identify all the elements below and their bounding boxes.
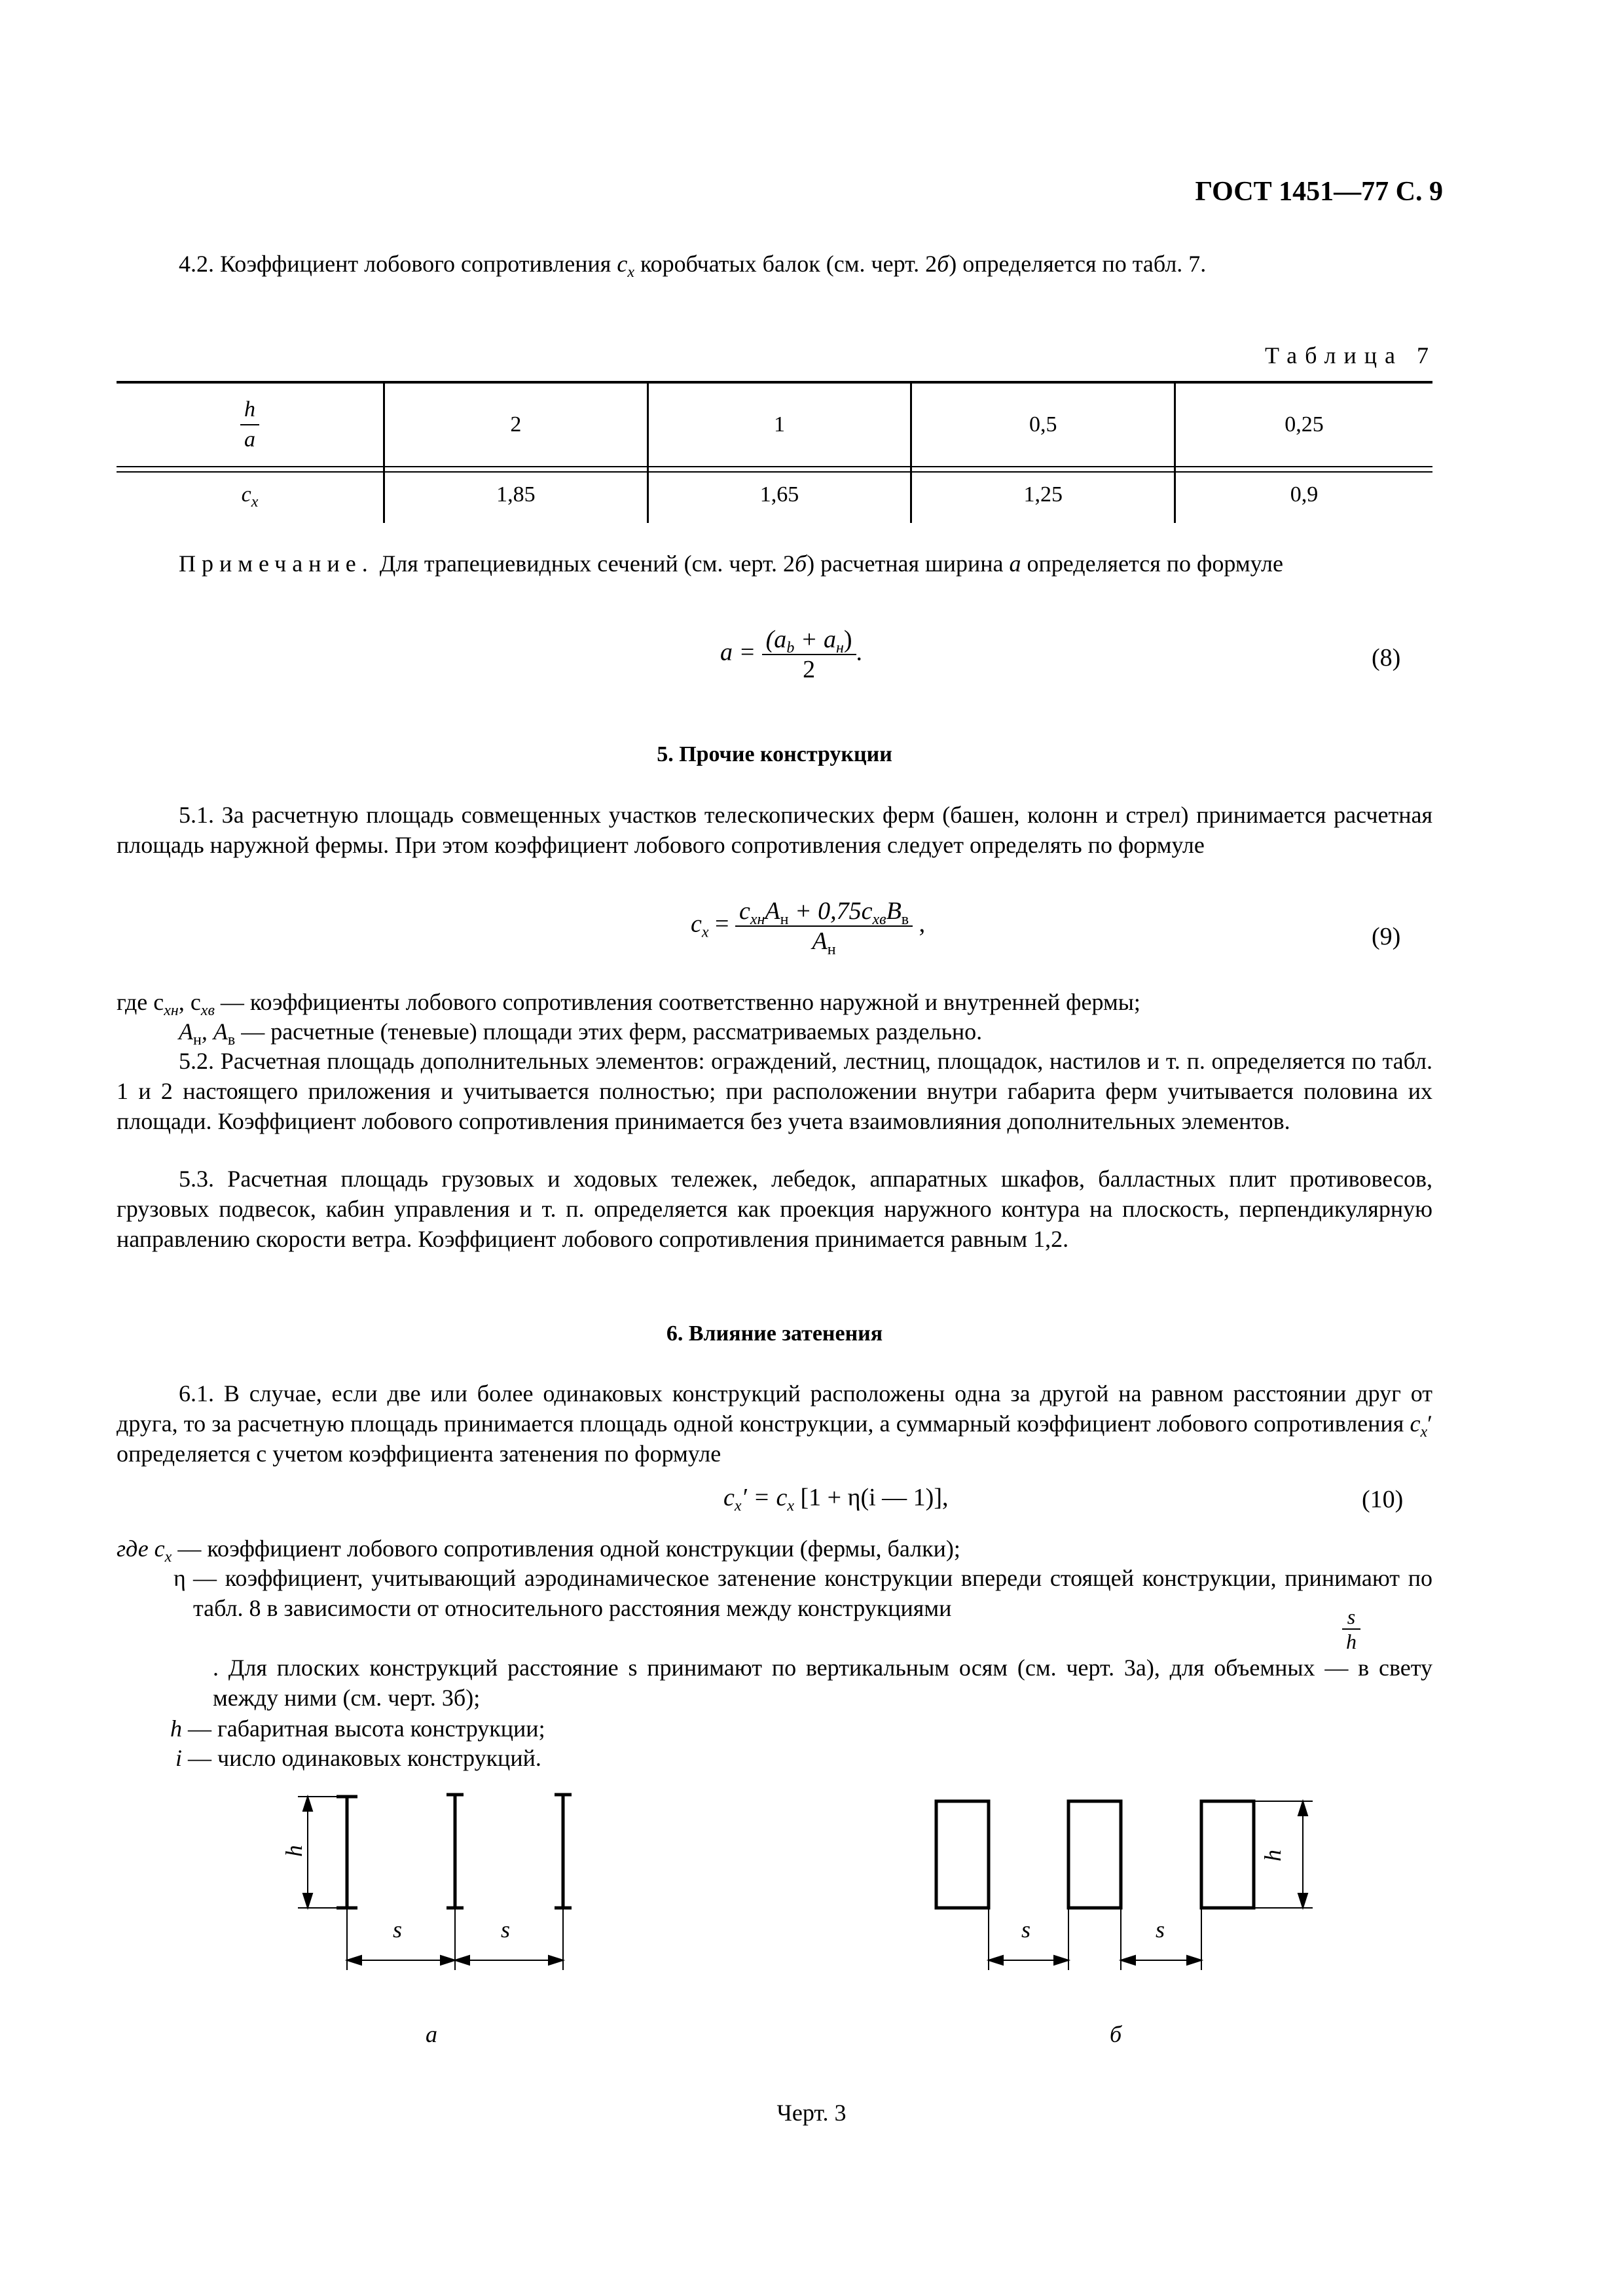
h-den: h [1346, 1630, 1357, 1653]
figure-a-label-h: h [281, 1845, 307, 1857]
figure-3b-dims [989, 1801, 1313, 1970]
f8-num-close: ) [843, 626, 852, 653]
w1-mid: , c [178, 989, 201, 1015]
f9-sub-xv: xв [872, 911, 886, 928]
p42-ital: б [937, 251, 949, 277]
volume-structure-3 [1201, 1801, 1254, 1908]
f8-num-open: (a [765, 626, 787, 653]
figure-sub-b: б [1110, 2021, 1122, 2047]
f9-den-sub: н [827, 941, 836, 958]
def3-text: — габаритная высота конструкции; [182, 1715, 545, 1742]
table-7-caption: Таблица 7 [1265, 342, 1436, 368]
section-5-title: 5. Прочие конструкции [657, 742, 892, 766]
note-text3: определяется по формуле [1021, 550, 1283, 577]
w2-sub2: в [227, 1031, 236, 1049]
figure-b-label-s2: s [1156, 1916, 1165, 1943]
figure-b-label-s1: s [1021, 1916, 1031, 1943]
w2-text: — расчетные (теневые) площади этих ферм, рассматриваемых раздельно. [235, 1018, 983, 1045]
w2-sub1: н [193, 1031, 202, 1049]
f9-num-a: A [765, 897, 780, 925]
volume-structure-1 [936, 1801, 989, 1908]
table-cell: 0,5 [911, 383, 1175, 466]
figure-b-label-h: h [1260, 1850, 1286, 1861]
def2-lab: η [173, 1565, 186, 1591]
p61-prime: ′ [1427, 1410, 1432, 1437]
f9-lhs-sub: x [701, 924, 709, 941]
s-num: s [1347, 1605, 1356, 1628]
note-text1: Для трапециевидных сечений (см. черт. 2 [373, 550, 795, 577]
def4-text: — число одинаковых конструкций. [182, 1745, 541, 1771]
table-cell: 1,25 [911, 466, 1175, 523]
figure-3a-dims [298, 1797, 563, 1970]
section-6-title: 6. Влияние затенения [666, 1321, 883, 1346]
f8-sub-n: н [835, 639, 844, 656]
cx-head-sub: x [251, 493, 259, 511]
figure-3b [936, 1801, 1254, 1908]
table-cell: 1,85 [384, 466, 648, 523]
f9-den: A [812, 927, 828, 955]
f9-sub-n: н [780, 911, 789, 928]
cx-head-sym: c [241, 482, 251, 507]
p61-b: определяется с учетом коэффициента затенения по формуле [117, 1441, 721, 1467]
p42-pre: 4.2. Коэффициент лобового сопротивления [179, 251, 617, 277]
w2-mid: , A [201, 1018, 228, 1045]
note-a: a [1009, 550, 1021, 577]
figure-sub-a: а [426, 2021, 437, 2047]
paragraph-5-3: 5.3. Расчетная площадь грузовых и ходовых тележек, лебедок, аппаратных шкафов, балластных плит противовесов, грузовых подвесок, кабин управления и т. п. определяется как проекция наружного контура на плоскость, перпендикулярную направлению скорости ветра. Коэффициент лобового сопротивления принимается равным 1,2. [117, 1166, 1432, 1252]
def3-lab: h [170, 1715, 182, 1742]
def1-sub: x [164, 1549, 172, 1566]
equation-number-8: (8) [1372, 644, 1401, 672]
def1-text: — коэффициент лобового сопротивления одной конструкции (фермы, балки); [172, 1535, 960, 1562]
figure-a-label-s2: s [501, 1916, 511, 1943]
f9-num-mid: + 0,75c [788, 897, 873, 925]
w1-lab: где c [117, 989, 164, 1015]
figure-a-label-s1: s [393, 1916, 403, 1943]
f8-num-plus: + a [794, 626, 836, 653]
f8-lhs: a = [720, 638, 756, 666]
table-cell: 0,25 [1175, 383, 1432, 466]
paragraph-5-1: 5.1. За расчетную площадь совмещенных участков телескопических ферм (башен, колонн и стрел) принимается расчетная площадь наружной фермы. При этом коэффициент лобового сопротивления следует определять по формуле [117, 802, 1432, 858]
f9-sub-v: в [901, 911, 909, 928]
a-den: a [244, 427, 255, 452]
f8-tail: . [856, 638, 863, 666]
f9-sub-xn: xн [750, 911, 765, 928]
p61-a: 6.1. В случае, если две или более одинаковых конструкций расположены одна за другой на равном расстоянии друг от друга, то за расчетную площадь принимается площадь одной конструкции, а суммарный коэффициент лобового сопротивления [117, 1380, 1432, 1437]
note-label: Примечание. [179, 550, 374, 577]
note-text2: ) расчетная ширина [807, 550, 1010, 577]
table-cell: 0,9 [1175, 466, 1432, 523]
volume-structure-2 [1068, 1801, 1121, 1908]
def2-continuation: . Для плоских конструкций расстояние s принимают по вертикальным осям (см. черт. 3а), для объемных — в свету между ними (см. черт. 3б); [213, 1655, 1432, 1711]
f8-den: 2 [803, 656, 816, 683]
cx-sub: x [627, 264, 634, 281]
paragraph-5-2: 5.2. Расчетная площадь дополнительных элементов: ограждений, лестниц, площадок, настилов и т. п. определяется по табл. 1 и 2 настоящего приложения и учитывается полностью; при расположении внутри габарита ферм учитывается половина их площади. Коэффициент лобового сопротивления принимается без учета взаимовлияния дополнительных элементов. [117, 1048, 1432, 1134]
f10-sub2: x [787, 1498, 795, 1515]
f9-tail: , [913, 910, 926, 938]
table-cell: 1,65 [647, 466, 911, 523]
f9-lhs: c [691, 910, 702, 938]
def2-text-a: — коэффициент, учитывающий аэродинамическое затенение конструкции впереди стоящей конструкции, принимают по табл. 8 в зависимости от относительного расстояния между конструкциями [193, 1565, 1432, 1621]
w2-lab: A [179, 1018, 193, 1045]
equation-number-10: (10) [1362, 1486, 1404, 1513]
f10-sub1: x [734, 1498, 742, 1515]
def1-lab: где c [117, 1535, 165, 1562]
note-ital: б [795, 550, 807, 577]
f9-num-b: B [886, 897, 902, 925]
def4-lab: i [175, 1745, 183, 1771]
f10-c: c [723, 1484, 735, 1511]
w1-sub1: xн [164, 1002, 179, 1019]
figure-caption: Черт. 3 [776, 2100, 847, 2126]
w1-sub2: xв [200, 1002, 215, 1019]
equation-number-9: (9) [1372, 923, 1401, 950]
f10-mid: ′ = c [741, 1484, 788, 1511]
table-cell: 1 [647, 383, 911, 466]
page-header: ГОСТ 1451—77 С. 9 [1195, 177, 1443, 207]
p42-post: коробчатых балок (см. черт. 2 [634, 251, 938, 277]
f9-eq: = [708, 910, 729, 938]
p61-sym: c [1410, 1410, 1421, 1437]
p42-end: ) определяется по табл. 7. [949, 251, 1207, 277]
f9-num-c: c [739, 897, 750, 925]
cx-symbol: c [617, 251, 628, 277]
w1-text: — коэффициенты лобового сопротивления соответственно наружной и внутренней фермы; [214, 989, 1140, 1015]
f8-sub-b: b [786, 639, 795, 656]
figure-3a [337, 1795, 572, 1908]
table-cell: 2 [384, 383, 648, 466]
f10-tail: [1 + η(i — 1)], [794, 1484, 949, 1511]
p61-sub: x [1420, 1424, 1428, 1441]
h-num: h [244, 397, 255, 422]
